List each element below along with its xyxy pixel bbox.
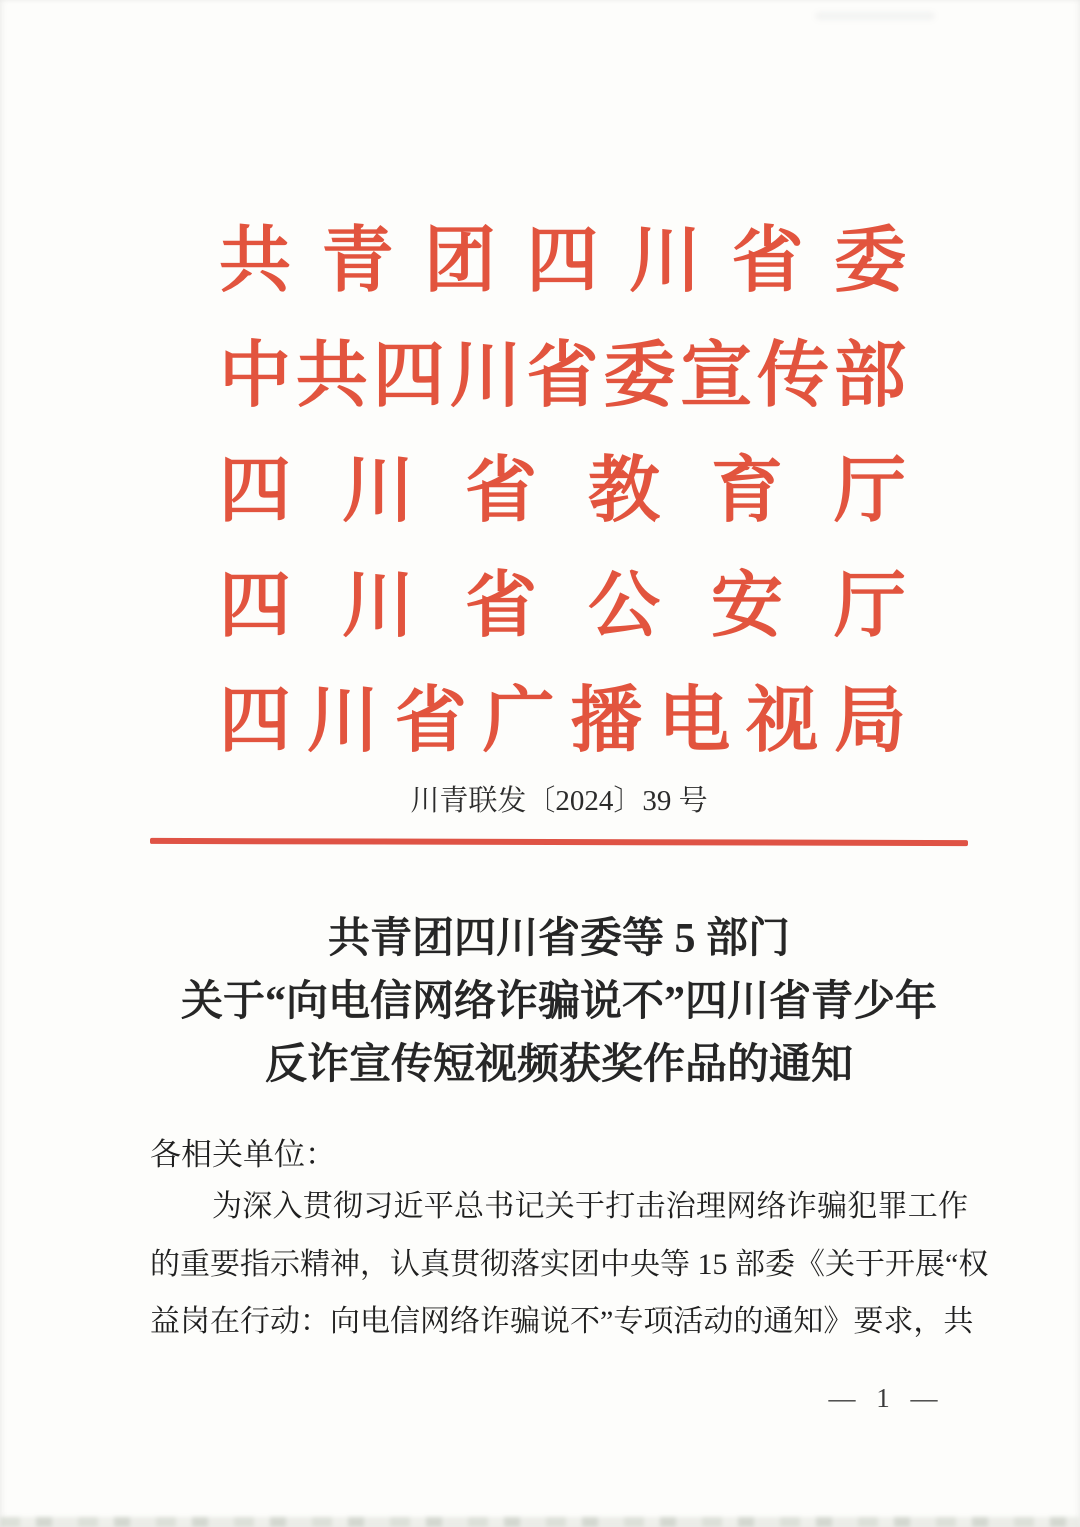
next-page-edge <box>0 1517 1080 1527</box>
letterhead-org-line-3: 四川省教育厅 <box>219 451 906 531</box>
letterhead-org-line-1: 共青团四川省委 <box>219 221 906 301</box>
page-number: — 1 — <box>828 1383 938 1413</box>
paragraph-line-2: 的重要指示精神，认真贯彻落实团中央等 15 部委《关于开展“权 <box>150 1247 989 1281</box>
notice-title <box>150 908 968 1097</box>
content-column <box>150 0 989 1351</box>
salutation: 各相关单位： <box>150 1137 336 1172</box>
paragraph-line-3: 益岗在行动：向电信网络诈骗说不”专项活动的通知》要求，共 <box>150 1305 974 1338</box>
body-paragraph <box>150 1178 989 1351</box>
document-number: 川青联发〔2024〕39 号 <box>410 785 708 817</box>
letterhead <box>150 204 968 845</box>
letterhead-org-line-4: 四川省公安厅 <box>219 566 906 646</box>
title-line-2: 关于“向电信网络诈骗说不”四川省青少年 <box>180 979 937 1025</box>
paragraph-line-1: 为深入贯彻习近平总书记关于打击治理网络诈骗犯罪工作 <box>212 1190 968 1223</box>
red-divider-line <box>150 838 968 846</box>
document-main <box>150 908 989 1351</box>
letterhead-org-line-2: 中共四川省委宣传部 <box>219 336 906 416</box>
title-line-1: 共青团四川省委等 5 部门 <box>327 916 790 962</box>
letterhead-org-line-5: 四川省广播电视局 <box>219 681 906 761</box>
title-line-3: 反诈宣传短视频获奖作品的通知 <box>264 1042 853 1088</box>
